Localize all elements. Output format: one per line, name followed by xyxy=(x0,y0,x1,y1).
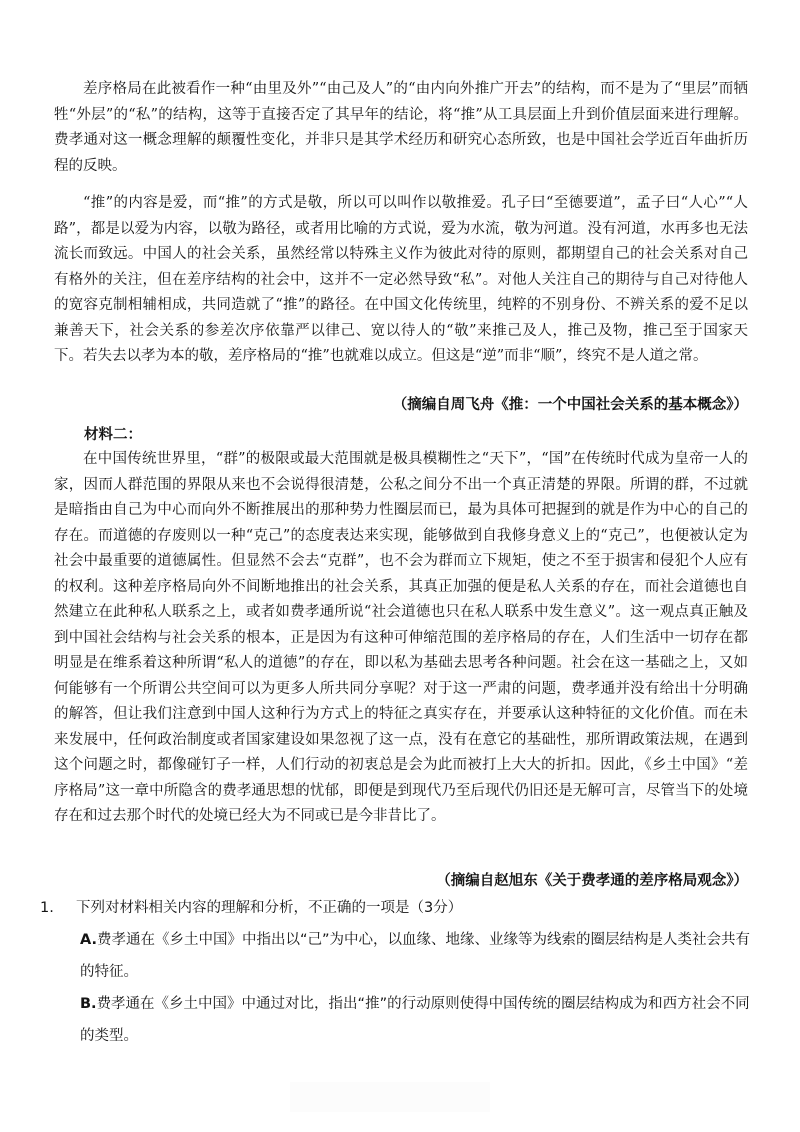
question-text: 下列对材料相关内容的理解和分析，不正确的一项是（3分） xyxy=(76,900,463,916)
question-number: 1. xyxy=(40,900,54,916)
scan-smudge xyxy=(290,1082,490,1112)
paragraph-2: “推”的内容是爱，而“推”的方式是敬，所以可以叫作以敬推爱。孔子曰“至德要道”，孟子曰“人心”“人路”，都是以爱为内容，以敬为路径，或者用比喻的方式说，爱为水流，敬为河道。没有河道，水再多也无法流长而致远。中国人的社会关系，虽然经常以特殊主义作为彼此对待的原则，都期望自己的社会关系对自己有格外的关注，但在差序结构的社会中，这并不一定必然导致“私”。对他人关注自己的期待与自己对待他人的宽容克制相辅相成，共同造就了“推”的路径。在中国文化传统里，纯粹的不别身份、不辨关系的爱不足以兼善天下，社会关系的参差次序依靠严以律己、宽以待人的“敬”来推己及人，推己及物，推己至于国家天下。若失去以孝为本的敬，差序格局的“推”也就难以成立。但这是“逆”而非“顺”，终究不是人道之常。 xyxy=(54,195,748,364)
option-b-text: 费孝通在《乡土中国》中通过对比，指出“推”的行动原则使得中国传统的圈层结构成为和西方社会不同的类型。 xyxy=(80,996,750,1044)
option-b xyxy=(80,988,760,1052)
source-citation-2: （摘编自赵旭东《关于费孝通的差序格局观念》） xyxy=(436,872,748,889)
material-2-text: 在中国传统世界里，“群”的极限或最大范围就是极具模糊性之“天下”，“国”在传统时代成为皇帝一人的家，因而人群范围的界限从来也不会说得很清楚，公私之间分不出一个真正清楚的界限。所谓的群，不过就是暗指由自己为中心而向外不断推展出的那种势力性圈层而已，最为具体可把握到的就是作为中心的自己的存在。而道德的存废则以一种“克己”的态度表达来实现，能够做到自我修身意义上的“克己”，也便被认定为社会中最重要的道德属性。但显然不会去“克群”，也不会为群而立下规矩，使之不至于损害和侵犯个人应有的权利。这种差序格局向外不间断地推出的社会关系，其真正加强的便是私人关系的存在，而社会道德也自然建立在此种私人联系之上，或者如费孝通所说“社会道德也只在私人联系中发生意义”。这一观点真正触及到中国社会结构与社会关系的根本，正是因为有这种可伸缩范围的差序格局的存在，人们生活中一切存在都明显是在维系着这种所谓“私人的道德”的存在，即以私为基础去思考各种问题。社会在这一基础之上，又如何能够有一个所谓公共空间可以为更多人所共同分享呢？对于这一严肃的问题，费孝通并没有给出十分明确的解答，但让我们注意到中国人这种行为方式上的特征之真实存在，并要承认这种特征的文化价值。而在未来发展中，任何政治制度或者国家建设如果忽视了这一点，没有在意它的基础性，那所谓政策法规，在遇到这个问题之时，都像碰钉子一样，人们行动的初衷总是会为此而被打上大大的折扣。因此，《乡土中国》“差序格局”这一章中所隐含的费孝通思想的忧郁，即便是到现代乃至后现代仍旧还是无解可言，尽管当下的处境存在和过去那个时代的处境已经大为不同或已是今非昔比了。 xyxy=(54,451,748,824)
option-a xyxy=(80,924,760,988)
paragraph-1: 差序格局在此被看作一种“由里及外”“由己及人”的“由内向外推广开去”的结构，而不是为了“里层”而牺牲“外层”的“私”的结构，这等于直接否定了其早年的结论，将“推”从工具层面上升到价值层面来进行理解。费孝通对这一概念理解的颠覆性变化，并非只是其学术经历和研究心态所致，也是中国社会学近百年曲折历程的反映。 xyxy=(54,81,748,174)
material-2-heading: 材料二： xyxy=(84,426,142,443)
option-b-letter: B. xyxy=(80,996,97,1012)
source-citation-1: （摘编自周飞舟《推：一个中国社会关系的基本概念》） xyxy=(392,396,748,413)
option-a-letter: A. xyxy=(80,932,97,948)
option-a-text: 费孝通在《乡土中国》中指出以“己”为中心，以血缘、地缘、业缘等为线索的圈层结构是人类社会共有的特征。 xyxy=(80,932,751,980)
